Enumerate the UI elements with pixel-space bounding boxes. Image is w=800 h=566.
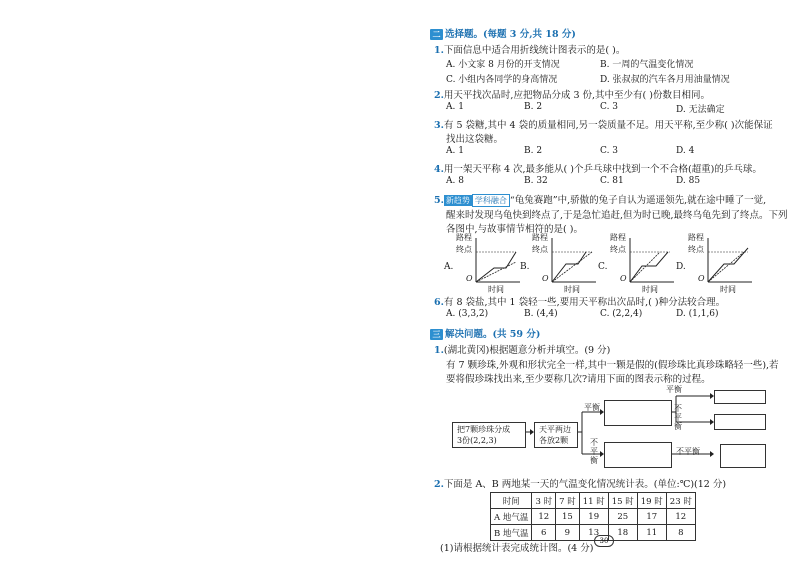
question-number: 4. — [434, 164, 444, 175]
question-5 — [434, 192, 766, 207]
table-cell: 6 — [532, 525, 556, 541]
graph-c-lines — [598, 234, 678, 292]
flow-step-text2: 各放2颗 — [539, 436, 569, 445]
worksheet-page — [430, 18, 788, 558]
table-cell: 19 — [579, 509, 608, 525]
problem-number: 2. — [434, 479, 444, 490]
table-header-cell: 23 时 — [666, 493, 695, 509]
problem-number: 1. — [434, 345, 444, 356]
option-c[interactable]: C. 81 — [600, 176, 624, 186]
y-label-end: 终点 — [688, 245, 704, 254]
x-label: 时间 — [720, 285, 736, 294]
question-text: “龟兔赛跑”中,骄傲的兔子自认为遥遥领先,就在途中睡了一觉, — [509, 195, 767, 206]
table-header-cell: 15 时 — [608, 493, 637, 509]
answer-box-balance[interactable] — [604, 400, 672, 426]
option-a[interactable]: A. 1 — [446, 102, 464, 112]
option-c[interactable]: C. (2,2,4) — [600, 309, 643, 319]
graph-option-b[interactable] — [520, 234, 600, 292]
y-label: 路程 — [456, 233, 472, 242]
option-d[interactable]: D. 4 — [676, 146, 695, 156]
option-a[interactable]: A. (3,3,2) — [446, 309, 489, 319]
y-label-end: 终点 — [610, 245, 626, 254]
section-title: 选择题。(每题 3 分,共 18 分) — [445, 29, 576, 40]
question-text-cont: 醒来时发现乌龟快到终点了,于是急忙追赶,但为时已晚,最终乌龟先到了终点。下列 — [446, 210, 788, 221]
table-cell: 18 — [608, 525, 637, 541]
origin-label: O — [620, 274, 627, 283]
question-number: 3. — [434, 120, 444, 131]
section-header-choice — [430, 26, 576, 40]
question-text: 下面信息中适合用折线统计图表示的是( )。 — [443, 45, 626, 56]
option-d[interactable]: D. (1,1,6) — [676, 309, 719, 319]
question-number: 1. — [434, 45, 444, 56]
answer-box-final[interactable] — [720, 444, 766, 468]
branch-label-unbalance: 不平衡 — [590, 438, 598, 465]
option-b[interactable]: B. 2 — [524, 146, 543, 156]
question-6 — [434, 294, 725, 308]
y-label-end: 终点 — [532, 245, 548, 254]
sub-question-1: (1)请根据统计表完成统计图。(4 分) — [440, 543, 594, 554]
problem-text-cont: 要将假珍珠找出来,至少要称几次?请用下面的图表示称的过程。 — [446, 374, 711, 385]
option-b[interactable]: B. 2 — [524, 102, 543, 112]
x-label: 时间 — [564, 285, 580, 294]
option-b[interactable]: B. (4,4) — [524, 309, 558, 319]
table-cell: 9 — [556, 525, 580, 541]
table-cell: 13 — [579, 525, 608, 541]
branch-label-balance-2: 平衡 — [666, 385, 682, 394]
weighing-flowchart — [430, 382, 770, 472]
option-b[interactable]: B. 32 — [524, 176, 548, 186]
flow-start-text: 把7颗珍珠分成 — [457, 425, 511, 434]
table-header-cell: 11 时 — [579, 493, 608, 509]
graph-option-a[interactable] — [444, 234, 524, 292]
question-text-cont: 各图中,与故事情节相符的是( )。 — [446, 224, 583, 235]
option-b[interactable]: B. 一周的气温变化情况 — [600, 60, 694, 70]
problem-1 — [434, 342, 610, 356]
option-d[interactable]: D. 无法确定 — [676, 105, 725, 115]
question-text: 有 8 袋盐,其中 1 袋轻一些,要用天平称出次品时,( )种分法较合理。 — [443, 297, 726, 308]
table-cell: 11 — [637, 525, 666, 541]
problem-text: 下面是 A、B 两地某一天的气温变化情况统计表。(单位:℃)(12 分) — [443, 479, 727, 490]
y-label: 路程 — [610, 233, 626, 242]
table-cell: 17 — [637, 509, 666, 525]
question-text: 有 5 袋糖,其中 4 袋的质量相同,另一袋质量不足。用天平称,至少称( )次能保证 — [443, 120, 773, 131]
option-a[interactable]: A. 1 — [446, 146, 464, 156]
table-cell: 15 — [556, 509, 580, 525]
table-row — [491, 525, 696, 541]
flow-start-text2: 3份(2,2,3) — [457, 436, 497, 445]
temperature-table — [490, 492, 696, 541]
question-text: 用天平找次品时,应把物品分成 3 份,其中至少有( )份数目相同。 — [443, 90, 710, 101]
option-label: B. — [520, 262, 530, 272]
table-cell: B 地气温 — [491, 525, 532, 541]
table-row — [491, 509, 696, 525]
option-a[interactable]: A. 8 — [446, 176, 464, 186]
answer-box-balance-2[interactable] — [714, 390, 766, 404]
table-header-cell: 7 时 — [556, 493, 580, 509]
table-header-cell: 3 时 — [532, 493, 556, 509]
table-cell: 8 — [666, 525, 695, 541]
x-label: 时间 — [488, 285, 504, 294]
graph-option-c[interactable] — [598, 234, 678, 292]
page-number: 30 — [594, 535, 614, 547]
subject-tag: 学科融合 — [472, 194, 510, 207]
option-d[interactable]: D. 张叔叔的汽车各月用油量情况 — [600, 75, 730, 85]
graph-d-lines — [676, 234, 756, 292]
question-number: 5. — [434, 195, 444, 206]
y-label: 路程 — [532, 233, 548, 242]
origin-label: O — [542, 274, 549, 283]
x-label: 时间 — [642, 285, 658, 294]
table-cell: A 地气温 — [491, 509, 532, 525]
trend-tag: 新趋势 — [445, 196, 470, 205]
option-label: A. — [444, 262, 454, 272]
problem-2 — [434, 476, 726, 490]
y-label-end: 终点 — [456, 245, 472, 254]
y-label: 路程 — [688, 233, 704, 242]
graph-option-d[interactable] — [676, 234, 756, 292]
problem-text-cont: 有 7 颗珍珠,外观和形状完全一样,其中一颗是假的(假珍珠比真珍珠略轻一些),若 — [446, 360, 779, 371]
graph-b-lines — [520, 234, 600, 292]
table-cell: 12 — [666, 509, 695, 525]
option-c[interactable]: C. 3 — [600, 146, 619, 156]
branch-label-unbalance-2: 不平衡 — [674, 404, 682, 431]
option-c[interactable]: C. 小组内各同学的身高情况 — [446, 75, 558, 85]
table-cell: 25 — [608, 509, 637, 525]
branch-label-balance: 平衡 — [584, 403, 600, 412]
option-c[interactable]: C. 3 — [600, 102, 619, 112]
question-number: 6. — [434, 297, 444, 308]
question-3 — [434, 117, 773, 131]
answer-box-unbalance[interactable] — [604, 442, 672, 468]
option-label: D. — [676, 262, 686, 272]
question-text: 用一架天平称 4 次,最多能从( )个乒乓球中找到一个不合格(超重)的乒乓球。 — [443, 164, 762, 175]
question-2 — [434, 87, 710, 101]
question-4 — [434, 161, 762, 175]
question-text-cont: 找出这袋糖。 — [446, 134, 504, 145]
graph-a-lines — [444, 234, 524, 292]
flow-step-box — [534, 422, 578, 448]
flow-start-box — [452, 422, 526, 448]
option-d[interactable]: D. 85 — [676, 176, 701, 186]
table-header-cell: 19 时 — [637, 493, 666, 509]
table-header-row — [491, 493, 696, 509]
answer-box-unbalance-2[interactable] — [714, 414, 766, 430]
flow-step-text: 天平两边 — [539, 425, 571, 434]
option-a[interactable]: A. 小文家 8 月份的开支情况 — [446, 60, 560, 70]
table-header-cell: 时间 — [491, 493, 532, 509]
question-number: 2. — [434, 90, 444, 101]
section-number-icon: 二 — [430, 29, 443, 40]
section-header-solve — [430, 326, 540, 340]
problem-text: (湖北黄冈)根据题意分析并填空。(9 分) — [443, 345, 611, 356]
origin-label: O — [466, 274, 473, 283]
table-cell: 12 — [532, 509, 556, 525]
section-number-icon: 三 — [430, 329, 443, 340]
branch-label-unbalance-3: 不平衡 — [676, 447, 700, 456]
question-1 — [434, 42, 625, 56]
origin-label: O — [698, 274, 705, 283]
option-label: C. — [598, 262, 608, 272]
section-title: 解决问题。(共 59 分) — [445, 329, 541, 340]
